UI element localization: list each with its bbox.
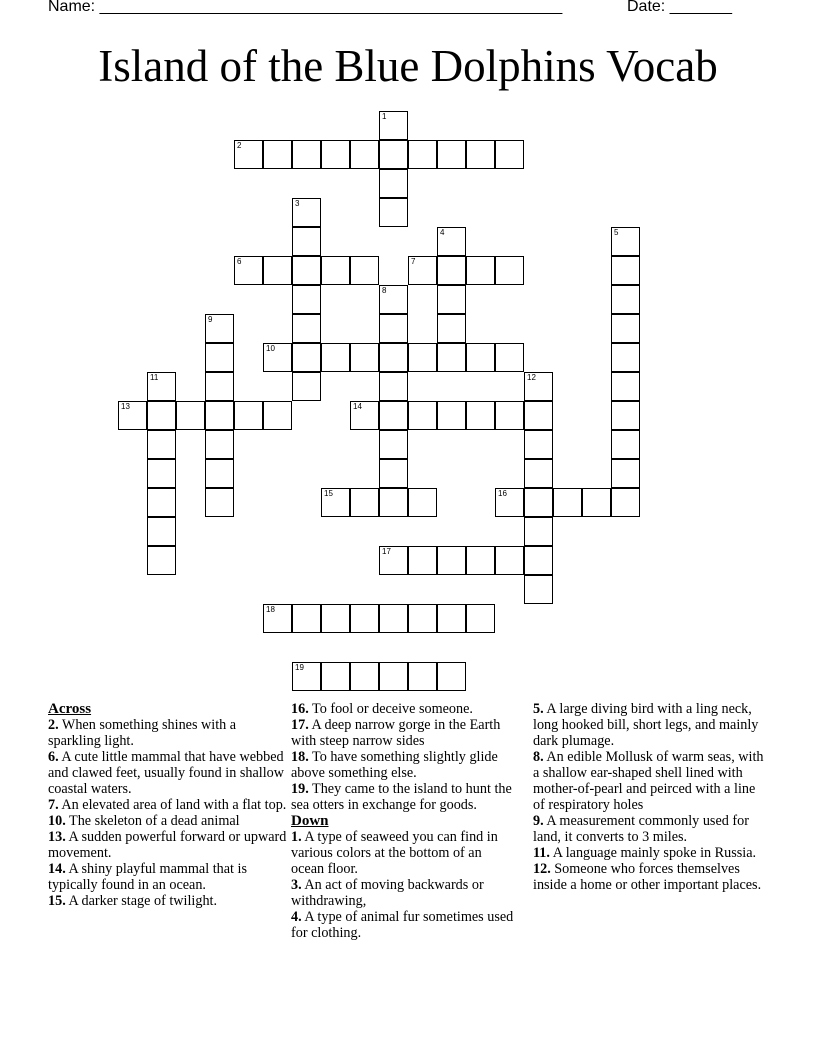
clue-number: 10. (48, 813, 66, 829)
across-clue (291, 717, 517, 749)
name-field-label: Name: ____________________________________________________ (48, 0, 563, 15)
crossword-cell[interactable] (350, 256, 379, 285)
clue-number: 14. (48, 861, 66, 877)
crossword-cell[interactable] (263, 140, 292, 169)
down-clue (291, 877, 517, 909)
clue-number: 1 (382, 112, 387, 121)
crossword-cell[interactable] (176, 401, 205, 430)
clue-number: 15 (324, 489, 333, 498)
crossword-cell[interactable] (524, 488, 553, 517)
crossword-cell[interactable] (466, 140, 495, 169)
crossword-cell[interactable] (524, 459, 553, 488)
crossword-cell[interactable] (379, 401, 408, 430)
clue-text: A language mainly spoke in Russia. (549, 845, 757, 861)
crossword-cell[interactable] (234, 401, 263, 430)
clue-number: 2 (237, 141, 242, 150)
clue-number: 17 (382, 547, 391, 556)
across-clue (48, 829, 288, 861)
crossword-cell[interactable] (495, 546, 524, 575)
clue-text: The skeleton of a dead animal (65, 813, 240, 829)
crossword-cell[interactable] (292, 372, 321, 401)
clue-number: 17. (291, 717, 309, 733)
crossword-cell[interactable] (205, 488, 234, 517)
crossword-cell[interactable] (466, 343, 495, 372)
crossword-cell[interactable] (263, 256, 292, 285)
crossword-cell[interactable] (611, 256, 640, 285)
crossword-cell[interactable] (524, 517, 553, 546)
crossword-cell[interactable] (205, 401, 234, 430)
across-clue (48, 797, 288, 813)
clue-number: 16 (498, 489, 507, 498)
crossword-cell[interactable] (437, 546, 466, 575)
crossword-cell[interactable] (234, 140, 263, 169)
crossword-cell[interactable] (147, 401, 176, 430)
date-field-label: Date: _______ (627, 0, 732, 15)
crossword-cell[interactable] (292, 285, 321, 314)
crossword-cell[interactable] (466, 546, 495, 575)
down-clue (291, 909, 517, 941)
clues-column-1 (48, 701, 288, 909)
clue-text: To fool or deceive someone. (308, 701, 473, 717)
across-clue (291, 781, 517, 813)
crossword-cell[interactable] (379, 372, 408, 401)
crossword-cell[interactable] (379, 488, 408, 517)
clue-number: 16. (291, 701, 309, 717)
crossword-cell[interactable] (205, 314, 234, 343)
clue-text: A darker stage of twilight. (65, 893, 218, 909)
crossword-cell[interactable] (379, 111, 408, 140)
crossword-cell[interactable] (379, 604, 408, 633)
clue-text: A type of seaweed you can find in various colors at the bottom of an ocean floor. (291, 829, 498, 877)
clue-number: 3 (295, 199, 300, 208)
crossword-cell[interactable] (147, 372, 176, 401)
crossword-cell[interactable] (466, 401, 495, 430)
crossword-cell[interactable] (379, 459, 408, 488)
crossword-cell[interactable] (495, 488, 524, 517)
crossword-cell[interactable] (379, 140, 408, 169)
clue-number: 11. (533, 845, 550, 861)
crossword-cell[interactable] (321, 256, 350, 285)
clue-number: 13 (121, 402, 130, 411)
crossword-cell[interactable] (408, 546, 437, 575)
clue-number: 6 (237, 257, 242, 266)
crossword-cell[interactable] (379, 546, 408, 575)
across-clue (291, 701, 517, 717)
clue-text: A sudden powerful forward or upward movement. (48, 829, 287, 861)
crossword-cell[interactable] (495, 343, 524, 372)
crossword-cell[interactable] (466, 256, 495, 285)
crossword-cell[interactable] (553, 488, 582, 517)
down-clue (291, 829, 517, 877)
crossword-cell[interactable] (524, 546, 553, 575)
crossword-cell[interactable] (292, 256, 321, 285)
crossword-cell[interactable] (408, 604, 437, 633)
crossword-cell[interactable] (263, 604, 292, 633)
clue-text: An elevated area of land with a flat top. (58, 797, 287, 813)
down-clue (533, 749, 769, 813)
crossword-cell[interactable] (524, 430, 553, 459)
crossword-cell[interactable] (466, 604, 495, 633)
clue-text: A type of animal fur sometimes used for clothing. (291, 909, 514, 941)
crossword-cell[interactable] (408, 343, 437, 372)
crossword-cell[interactable] (263, 401, 292, 430)
crossword-cell[interactable] (437, 140, 466, 169)
crossword-cell[interactable] (495, 256, 524, 285)
clue-number: 14 (353, 402, 362, 411)
crossword-cell[interactable] (437, 227, 466, 256)
crossword-cell[interactable] (524, 372, 553, 401)
clue-number: 4. (291, 909, 302, 925)
down-clue (533, 845, 769, 861)
clue-text: An act of moving backwards or withdrawing, (291, 877, 484, 909)
across-clue (291, 749, 517, 781)
crossword-cell[interactable] (495, 140, 524, 169)
clue-number: 9. (533, 813, 544, 829)
crossword-cell[interactable] (321, 488, 350, 517)
clue-number: 18. (291, 749, 309, 765)
crossword-cell[interactable] (321, 343, 350, 372)
crossword-cell[interactable] (408, 488, 437, 517)
crossword-cell[interactable] (292, 662, 321, 691)
crossword-cell[interactable] (379, 430, 408, 459)
crossword-cell[interactable] (321, 604, 350, 633)
crossword-cell[interactable] (205, 459, 234, 488)
across-heading: Across (48, 701, 92, 717)
crossword-cell[interactable] (524, 575, 553, 604)
clue-number: 1. (291, 829, 302, 845)
clue-number: 9 (208, 315, 213, 324)
crossword-cell[interactable] (437, 662, 466, 691)
crossword-cell[interactable] (611, 430, 640, 459)
clue-number: 5. (533, 701, 544, 717)
clue-number: 2. (48, 717, 59, 733)
crossword-cell[interactable] (350, 140, 379, 169)
crossword-cell[interactable] (205, 372, 234, 401)
crossword-cell[interactable] (524, 401, 553, 430)
crossword-cell[interactable] (379, 198, 408, 227)
across-clue (48, 717, 288, 749)
crossword-cell[interactable] (408, 662, 437, 691)
crossword-cell[interactable] (292, 198, 321, 227)
clue-text: Someone who forces themselves inside a home or other important places. (533, 861, 762, 893)
clue-number: 3. (291, 877, 302, 893)
clue-number: 8. (533, 749, 544, 765)
crossword-cell[interactable] (408, 256, 437, 285)
crossword-cell[interactable] (292, 140, 321, 169)
crossword-cell[interactable] (234, 256, 263, 285)
clue-text: A large diving bird with a ling neck, long hooked bill, short legs, and mainly dark plumage. (533, 701, 759, 749)
crossword-cell[interactable] (379, 662, 408, 691)
crossword-cell[interactable] (263, 343, 292, 372)
clue-text: When something shines with a sparkling light. (48, 717, 237, 749)
crossword-cell[interactable] (611, 372, 640, 401)
down-clue (533, 813, 769, 845)
crossword-cell[interactable] (118, 401, 147, 430)
clues-column-2 (291, 701, 517, 941)
clue-number: 10 (266, 344, 275, 353)
crossword-cell[interactable] (321, 140, 350, 169)
crossword-cell[interactable] (292, 314, 321, 343)
crossword-cell[interactable] (379, 343, 408, 372)
clue-number: 15. (48, 893, 66, 909)
crossword-cell[interactable] (611, 343, 640, 372)
clue-text: To have something slightly glide above something else. (291, 749, 498, 781)
across-clue (48, 813, 288, 829)
across-clue (48, 749, 288, 797)
crossword-cell[interactable] (147, 546, 176, 575)
clue-number: 12 (527, 373, 536, 382)
clue-number: 5 (614, 228, 619, 237)
crossword-cell[interactable] (350, 401, 379, 430)
clue-text: A shiny playful mammal that is typically found in an ocean. (48, 861, 248, 893)
crossword-cell[interactable] (495, 401, 524, 430)
clue-number: 6. (48, 749, 59, 765)
crossword-cell[interactable] (611, 227, 640, 256)
clue-text: A measurement commonly used for land, it converts to 3 miles. (533, 813, 749, 845)
crossword-cell[interactable] (205, 430, 234, 459)
crossword-cell[interactable] (611, 459, 640, 488)
across-clue-list (48, 717, 288, 909)
across-clue (48, 861, 288, 893)
clue-number: 8 (382, 286, 387, 295)
clue-number: 19 (295, 663, 304, 672)
across-clue-list-continued (291, 701, 517, 813)
crossword-cell[interactable] (379, 169, 408, 198)
crossword-cell[interactable] (611, 488, 640, 517)
crossword-cell[interactable] (611, 401, 640, 430)
page-title: Island of the Blue Dolphins Vocab (98, 41, 718, 91)
clue-number: 18 (266, 605, 275, 614)
crossword-cell[interactable] (350, 488, 379, 517)
crossword-cell[interactable] (147, 488, 176, 517)
clue-number: 13. (48, 829, 66, 845)
crossword-cell[interactable] (147, 459, 176, 488)
clue-number: 7 (411, 257, 416, 266)
crossword-cell[interactable] (292, 343, 321, 372)
down-heading: Down (291, 813, 329, 829)
crossword-cell[interactable] (147, 430, 176, 459)
clue-number: 19. (291, 781, 309, 797)
crossword-cell[interactable] (379, 314, 408, 343)
crossword-cell[interactable] (321, 662, 350, 691)
crossword-cell[interactable] (437, 343, 466, 372)
clue-text: An edible Mollusk of warm seas, with a shallow ear-shaped shell lined with mother-of-pearl and peirced with a line of respiratory holes (533, 749, 764, 813)
crossword-cell[interactable] (408, 401, 437, 430)
crossword-cell[interactable] (611, 314, 640, 343)
crossword-cell[interactable] (350, 343, 379, 372)
across-clue (48, 893, 288, 909)
crossword-cell[interactable] (437, 256, 466, 285)
crossword-cell[interactable] (437, 401, 466, 430)
clue-text: A deep narrow gorge in the Earth with steep narrow sides (291, 717, 501, 749)
clue-number: 11 (150, 373, 159, 382)
crossword-cell[interactable] (292, 227, 321, 256)
crossword-cell[interactable] (611, 285, 640, 314)
crossword-cell[interactable] (379, 285, 408, 314)
crossword-cell[interactable] (350, 662, 379, 691)
crossword-cell[interactable] (408, 140, 437, 169)
crossword-cell[interactable] (437, 604, 466, 633)
clue-number: 7. (48, 797, 59, 813)
down-clue (533, 861, 769, 893)
crossword-cell[interactable] (437, 285, 466, 314)
clues-column-3 (533, 701, 769, 893)
crossword-cell[interactable] (582, 488, 611, 517)
clue-number: 12. (533, 861, 551, 877)
crossword-cell[interactable] (292, 604, 321, 633)
down-clue (533, 701, 769, 749)
crossword-cell[interactable] (350, 604, 379, 633)
down-clue-list-continued (533, 701, 769, 893)
clue-text: They came to the island to hunt the sea otters in exchange for goods. (291, 781, 512, 813)
crossword-cell[interactable] (205, 343, 234, 372)
crossword-cell[interactable] (437, 314, 466, 343)
clue-text: A cute little mammal that have webbed and clawed feet, usually found in shallow coastal waters. (48, 749, 284, 797)
clue-number: 4 (440, 228, 445, 237)
crossword-cell[interactable] (147, 517, 176, 546)
down-clue-list (291, 829, 517, 941)
